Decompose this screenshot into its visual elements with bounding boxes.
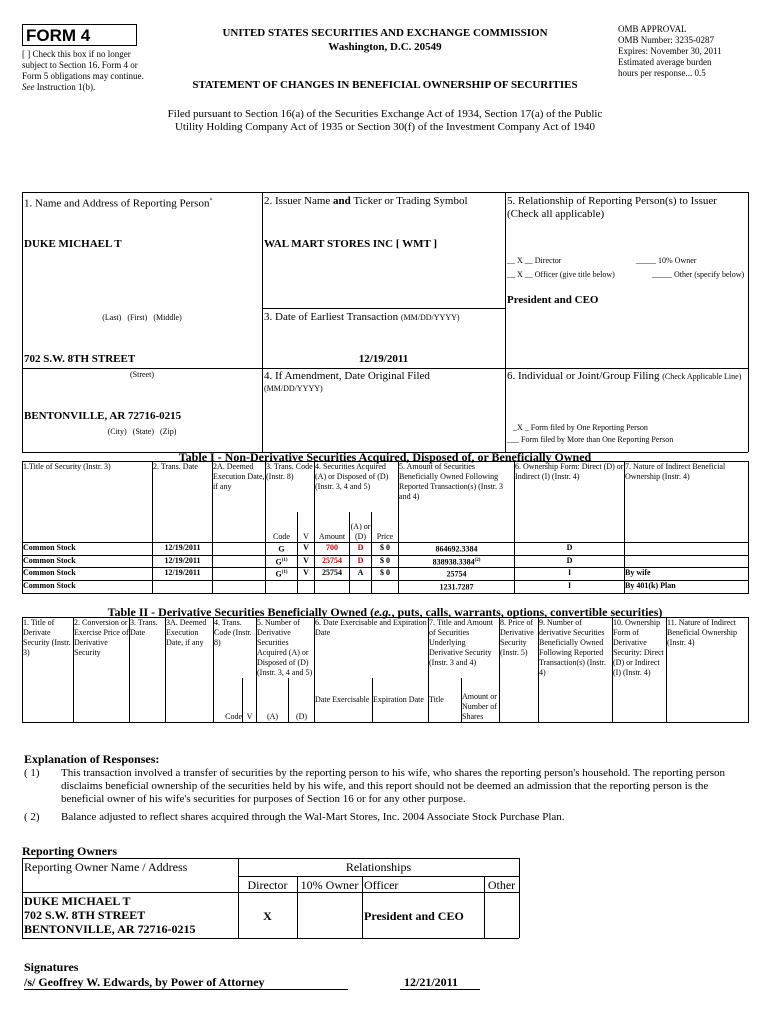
explanation-2-text: Balance adjusted to reflect shares acquired through the Wal-Mart Stores, Inc. 2004 Associate Stock Purchase Plan. [61, 811, 565, 823]
t2-sub-expiration: Expiration Date [373, 678, 429, 723]
explanation-1-text: This transaction involved a transfer of securities by the reporting person to his wife, who shares the reporting person's household. The reporting person disclaims beneficial ownership of the securities held by his wife, and this report should not be deemed an admission that the reporting person is the beneficial owner of his wife's securities for purposes of Section 16 or for any other purpose. [61, 767, 726, 805]
cell-price: $ 0 [372, 555, 399, 568]
t2-col-title: 1. Title of Derivate Security (Instr. 3) [23, 618, 74, 723]
name-hint: (Last) (First) (Middle) [102, 313, 182, 322]
filed-pursuant: Filed pursuant to Section 16(a) of the Securities Exchange Act of 1934, Section 17(a) of the Public Utility Holding Company Act of 1935 or Section 30(f) of the Investment Company Act of 1940 [167, 108, 603, 133]
explanation-2 [24, 811, 744, 824]
explanation-1-num: ( 1) [24, 767, 40, 779]
explanation-1 [24, 767, 744, 806]
t2-col-date-exercisable: 6. Date Exercisable and Expiration Date [315, 618, 429, 679]
table1-row [23, 555, 749, 568]
form-title-box [22, 24, 137, 46]
cell-code: $G^{(1)}$ [266, 568, 298, 581]
cell-deemed-date [213, 580, 266, 593]
owner-officer-title: President and CEO [364, 909, 464, 923]
t2-col-title-amount: 7. Title and Amount of Securities Underlying Derivative Security (Instr. 3 and 4) [429, 618, 500, 679]
cell-code: $G^{(1)}$ [266, 555, 298, 568]
reporting-person-city: BENTONVILLE, AR 72716-0215 [24, 410, 182, 422]
box6-label: 6. Individual or Joint/Group Filing (Check Applicable Line) [507, 370, 742, 382]
cell-ownership-form: I [515, 580, 625, 593]
more-reporting-persons-option[interactable]: ___ Form filed by More than One Reporting Person [507, 435, 674, 444]
reporting-person-name: DUKE MICHAEL T [24, 238, 122, 250]
explanation-2-num: ( 2) [24, 811, 40, 823]
sub-price: Price [372, 512, 399, 543]
explanation-heading: Explanation of Responses: [24, 752, 160, 766]
col-nature: 7. Nature of Indirect Beneficial Ownership (Instr. 4) [625, 462, 749, 543]
box4-hint: (MM/DD/YYYY) [264, 384, 323, 393]
cell-trans-date: 12/19/2011 [153, 568, 213, 581]
owners-col-name: Reporting Owner Name / Address [24, 860, 188, 874]
reporting-person-street: 702 S.W. 8TH STREET [24, 353, 136, 365]
sub-amount: Amount [315, 512, 350, 543]
cell-amount: 700 [315, 543, 350, 556]
owners-col-officer: Officer [364, 878, 399, 892]
t2-col-deemed-date: 3A. Deemed Execution Date, if any [166, 618, 214, 723]
t2-col-trans-code: 4. Trans. Code (Instr. 8) [214, 618, 257, 679]
cell-amount-owned: 1231.7287 [399, 580, 515, 593]
no-longer-subject-checkbox[interactable]: [ ] Check this box if no longer subject to Section 16. Form 4 or Form 5 obligations may continue. See Instruction 1(b). [22, 49, 144, 92]
cell-a-or-d: D [350, 555, 372, 568]
officer-title: President and CEO [507, 294, 599, 306]
signature-date: 12/21/2011 [404, 975, 459, 989]
director-checkbox[interactable]: __ X __ Director [507, 256, 562, 265]
t2-sub-a: (A) [257, 678, 289, 723]
agency-address: Washington, D.C. 20549 [328, 41, 442, 53]
box2-label: 2. Issuer Name and Ticker or Trading Symbol [264, 195, 468, 207]
cell-v: V [298, 543, 315, 556]
col-trans-date: 2. Trans. Date [153, 462, 213, 543]
box1-label: 1. Name and Address of Reporting Person* [24, 197, 213, 210]
cell-security-title: Common Stock [23, 555, 153, 568]
signatures-heading: Signatures [24, 960, 79, 974]
t2-col-conversion: 2. Conversion or Exercise Price of Derivative Security [74, 618, 130, 723]
cell-a-or-d: D [350, 543, 372, 556]
cell-amount-owned: 25754 [399, 568, 515, 581]
owners-col-director: Director [247, 878, 288, 892]
t2-sub-date-exercisable: Date Exercisable [315, 678, 373, 723]
cell-amount: 25754 [315, 568, 350, 581]
cell-deemed-date [213, 568, 266, 581]
earliest-transaction-date: 12/19/2011 [358, 353, 409, 365]
t2-sub-title: Title [429, 678, 462, 723]
col-trans-code: 3. Trans. Code (Instr. 8) [266, 462, 315, 513]
cell-price [372, 580, 399, 593]
cell-v [298, 580, 315, 593]
t2-col-trans-date: 3. Trans. Date [130, 618, 166, 723]
cell-nature [625, 543, 749, 556]
t2-col-price: 8. Price of Derivative Security (Instr. 5) [500, 618, 539, 723]
t2-col-number-derivative: 5. Number of Derivative Securities Acquired (A) or Disposed of (D) (Instr. 3, 4 and 5) [257, 618, 315, 679]
sub-a-or-d: (A) or (D) [350, 512, 372, 543]
owners-col-relationships: Relationships [345, 860, 412, 874]
sub-code: Code [266, 512, 298, 543]
cell-amount [315, 580, 350, 593]
omb-approval: OMB APPROVAL OMB Number: 3235-0287 Expires: November 30, 2011 Estimated average burden hours per response... 0.5 [618, 24, 722, 78]
form-title: FORM 4 [26, 26, 91, 45]
footnote-ref: (1) [281, 557, 288, 563]
issuer-name: WAL MART STORES INC [ WMT ] [264, 238, 438, 250]
cell-code [266, 580, 298, 593]
cell-nature [625, 555, 749, 568]
cell-nature: By wife [625, 568, 749, 581]
cell-a-or-d [350, 580, 372, 593]
table1-row [23, 568, 749, 581]
owner-name-address: DUKE MICHAEL T 702 S.W. 8TH STREET BENTONVILLE, AR 72716-0215 [24, 894, 196, 936]
other-checkbox[interactable]: _____ Other (specify below) [652, 270, 745, 279]
footnote-ref: (2) [474, 557, 481, 563]
cell-ownership-form: D [515, 555, 625, 568]
col-ownership-form: 6. Ownership Form: Direct (D) or Indirect (I) (Instr. 4) [515, 462, 625, 543]
cell-deemed-date [213, 543, 266, 556]
cell-amount: 25754 [315, 555, 350, 568]
t2-col-ownership-form: 10. Ownership Form of Derivative Security: Direct (D) or Indirect (I) (Instr. 4) [613, 618, 667, 723]
reporting-owners-heading: Reporting Owners [22, 844, 117, 858]
cell-security-title: Common Stock [23, 580, 153, 593]
cell-security-title: Common Stock [23, 543, 153, 556]
table2-header-row [23, 618, 749, 679]
statement-title: STATEMENT OF CHANGES IN BENEFICIAL OWNERSHIP OF SECURITIES [192, 79, 578, 91]
cell-ownership-form: D [515, 543, 625, 556]
cell-ownership-form: I [515, 568, 625, 581]
cell-code: G [266, 543, 298, 556]
col-deemed-date: 2A. Deemed Execution Date, if any [213, 462, 266, 543]
cell-deemed-date [213, 555, 266, 568]
officer-checkbox[interactable]: __ X __ Officer (give title below) [507, 270, 615, 279]
t2-sub-amount: Amount or Number of Shares [462, 678, 500, 723]
t2-col-number-owned: 9. Number of derivative Securities Beneficially Owned Following Reported Transaction(s) (Instr. 4) [539, 618, 613, 723]
owner-director-mark: X [263, 909, 272, 923]
cell-price: $ 0 [372, 568, 399, 581]
cell-security-title: Common Stock [23, 568, 153, 581]
ten-percent-owner-checkbox[interactable]: _____ 10% Owner [636, 256, 697, 265]
city-hint: (City) (State) (Zip) [107, 427, 177, 436]
col-amount-owned: 5. Amount of Securities Beneficially Owned Following Reported Transaction(s) (Instr. 3 and 4) [399, 462, 515, 543]
cell-a-or-d: A [350, 568, 372, 581]
street-hint: (Street) [130, 370, 154, 379]
footnote-ref: (1) [281, 570, 288, 576]
owners-col-ten-pct: 10% Owner [300, 878, 359, 892]
box3-label: 3. Date of Earliest Transaction (MM/DD/YYYY) [264, 311, 460, 323]
cell-nature: By 401(k) Plan [625, 580, 749, 593]
col-security-title: 1.Title of Security (Instr. 3) [23, 462, 153, 543]
cell-v: V [298, 568, 315, 581]
table1-row [23, 543, 749, 556]
t2-sub-d: (D) [289, 678, 315, 723]
table1-header-row [23, 462, 749, 513]
t2-sub-v: V [243, 678, 257, 723]
table2-title: Table II - Derivative Securities Beneficially Owned (e.g., puts, calls, warrants, options, convertible securities) [107, 605, 663, 619]
cell-amount-owned: 838938.3384$^{(2)}$ [399, 555, 515, 568]
col-securities-acquired: 4. Securities Acquired (A) or Disposed of (D) (Instr. 3, 4 and 5) [315, 462, 399, 513]
owners-col-other: Other [487, 878, 516, 892]
signer-name: /s/ Geoffrey W. Edwards, by Power of Attorney [24, 975, 265, 989]
agency-name: UNITED STATES SECURITIES AND EXCHANGE COMMISSION [222, 27, 548, 39]
table1-row [23, 580, 749, 593]
one-reporting-person-option[interactable]: _X _ Form filed by One Reporting Person [513, 423, 648, 432]
cell-price: $ 0 [372, 543, 399, 556]
cell-v: V [298, 555, 315, 568]
sub-v: V [298, 512, 315, 543]
cell-trans-date: 12/19/2011 [153, 543, 213, 556]
cell-amount-owned: 864692.3384 [399, 543, 515, 556]
box4-label: 4. If Amendment, Date Original Filed [264, 370, 430, 382]
cell-trans-date: 12/19/2011 [153, 555, 213, 568]
cell-trans-date [153, 580, 213, 593]
t2-col-nature: 11. Nature of Indirect Beneficial Ownership (Instr. 4) [667, 618, 749, 723]
table1 [22, 461, 749, 594]
box5-label: 5. Relationship of Reporting Person(s) to Issuer (Check all applicable) [507, 195, 717, 220]
table1-title: Table I - Non-Derivative Securities Acquired, Disposed of, or Beneficially Owned [178, 450, 592, 464]
table2 [22, 617, 749, 723]
t2-sub-code: Code [214, 678, 243, 723]
